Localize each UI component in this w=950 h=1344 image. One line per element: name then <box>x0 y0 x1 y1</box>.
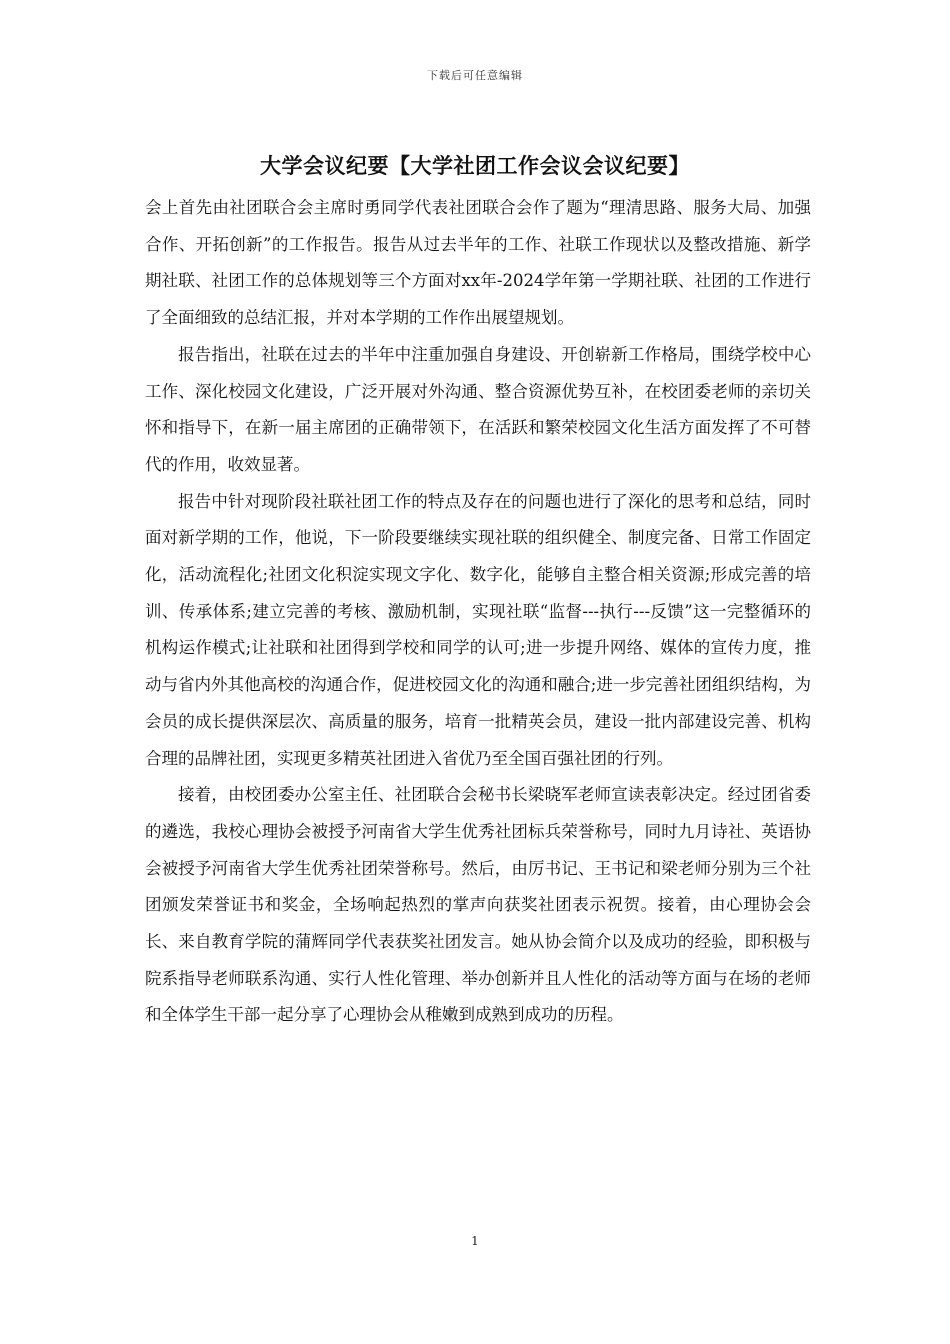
paragraph-1: 会上首先由社团联合会主席时勇同学代表社团联合会作了题为“理清思路、服务大局、加强合作、开拓创新”的工作报告。报告从过去半年的工作、社联工作现状以及整改措施、新学期社联、社团工作的总体规划等三个方面对xx年-2024学年第一学期社联、社团的工作进行了全面细致的总结汇报，并对本学期的工作作出展望规划。 <box>145 198 811 328</box>
document-title: 大学会议纪要【大学社团工作会议会议纪要】 <box>260 153 690 178</box>
header-note: 下载后可任意编辑 <box>427 69 523 82</box>
paragraph-2: 报告指出，社联在过去的半年中注重加强自身建设、开创崭新工作格局，围绕学校中心工作、深化校园文化建设，广泛开展对外沟通、整合资源优势互补，在校团委老师的亲切关怀和指导下，在新一届主席团的正确带领下，在活跃和繁荣校园文化生活方面发挥了不可替代的作用，收效显著。 <box>145 344 811 474</box>
paragraph-4: 接着，由校团委办公室主任、社团联合会秘书长梁晓军老师宣读表彰决定。经过团省委的遴选，我校心理协会被授予河南省大学生优秀社团标兵荣誉称号，同时九月诗社、英语协会被授予河南省大学生优秀社团荣誉称号。然后，由厉书记、王书记和梁老师分别为三个社团颁发荣誉证书和奖金，全场响起热烈的掌声向获奖社团表示祝贺。接着，由心理协会会长、来自教育学院的蒲辉同学代表获奖社团发言。她从协会简介以及成功的经验，即积极与院系指导老师联系沟通、实行人性化管理、举办创新并且人性化的活动等方面与在场的老师和全体学生干部一起分享了心理协会从稚嫩到成熟到成功的历程。 <box>145 785 811 1025</box>
document-body <box>145 190 811 1034</box>
page-number: 1 <box>471 1234 479 1248</box>
paragraph-3: 报告中针对现阶段社联社团工作的特点及存在的问题也进行了深化的思考和总结，同时面对新学期的工作，他说，下一阶段要继续实现社联的组织健全、制度完备、日常工作固定化，活动流程化;社团文化积淀实现文字化、数字化，能够自主整合相关资源;形成完善的培训、传承体系;建立完善的考核、激励机制，实现社联“监督---执行---反馈”这一完整循环的机构运作模式;让社联和社团得到学校和同学的认可;进一步提升网络、媒体的宣传力度，推动与省内外其他高校的沟通合作，促进校园文化的沟通和融合;进一步完善社团组织结构，为会员的成长提供深层次、高质量的服务，培育一批精英会员，建设一批内部建设完善、机构合理的品牌社团，实现更多精英社团进入省优乃至全国百强社团的行列。 <box>145 491 811 768</box>
